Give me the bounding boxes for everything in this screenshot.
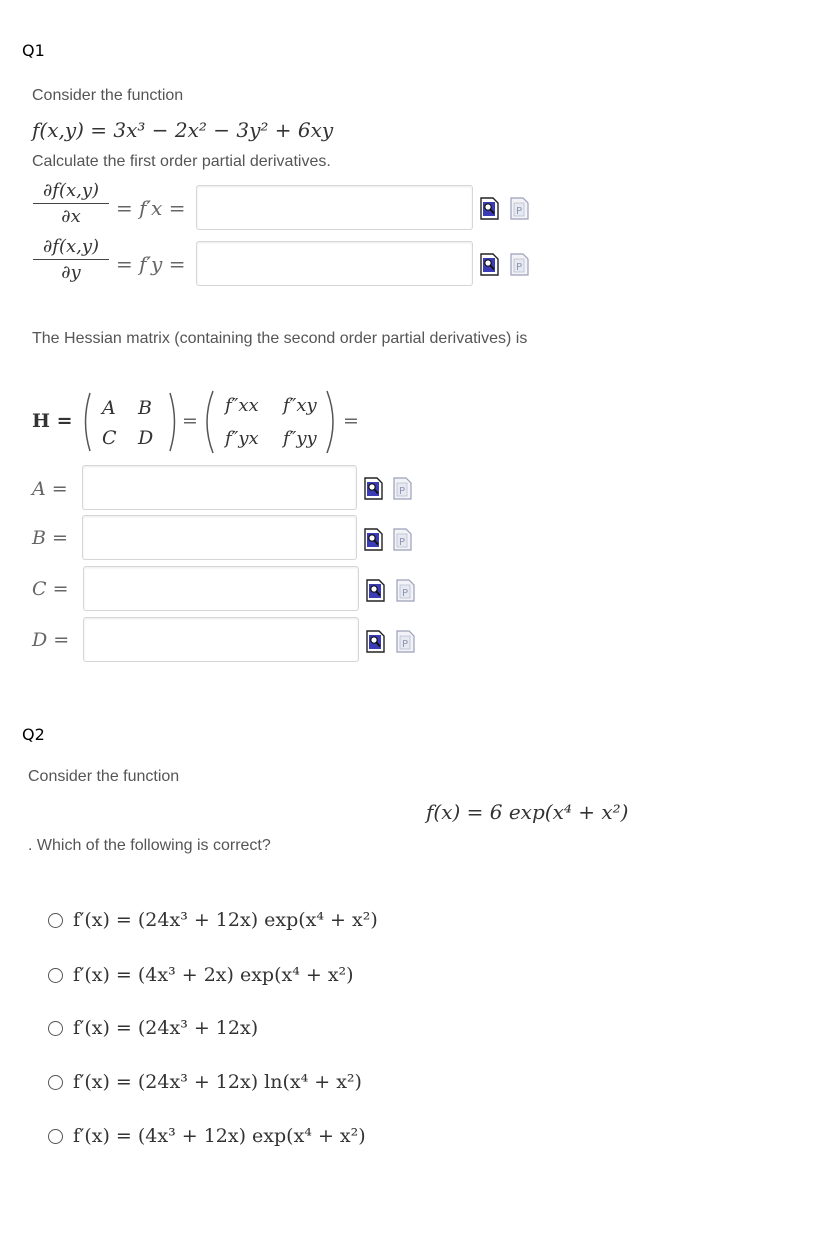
option-4[interactable] [48,1068,362,1096]
paste-icon[interactable] [396,579,415,602]
preview-icon[interactable] [480,197,499,220]
paste-icon[interactable] [396,630,415,653]
radio-option-4[interactable] [48,1075,63,1090]
dfdy-rhs: = f′y = [116,252,186,276]
hessian-text: The Hessian matrix (containing the second order partial derivatives) is [32,330,528,347]
radio-option-1[interactable] [48,913,63,928]
radio-option-3[interactable] [48,1021,63,1036]
c-input[interactable] [83,566,359,611]
matrix-d: D [138,427,154,449]
option-5-text: f′(x) = (4x³ + 12x) exp(x⁴ + x²) [73,1125,366,1147]
q1-label: Q1 [22,41,45,60]
option-1-text: f′(x) = (24x³ + 12x) exp(x⁴ + x²) [73,909,378,931]
q2-question: . Which of the following is correct? [28,837,271,854]
a-input[interactable] [82,465,357,510]
dfdx-numerator: ∂f(x,y) [42,180,100,201]
matrix-b: B [138,397,152,419]
entry-b-label: B = [32,527,68,549]
paste-icon[interactable] [393,477,412,500]
preview-icon[interactable] [480,253,499,276]
matrix-tail-equals: = [343,410,359,432]
fx-input[interactable] [196,185,473,230]
q1-intro: Consider the function [32,87,184,104]
hessian-symbol: H = [32,410,73,432]
option-4-text: f′(x) = (24x³ + 12x) ln(x⁴ + x²) [73,1071,362,1093]
paste-icon[interactable] [510,253,529,276]
preview-icon[interactable] [366,630,385,653]
d-input[interactable] [83,617,359,662]
abcd-matrix [80,389,180,455]
matrix-fxy: f″xy [283,395,317,416]
dfdy-fraction [33,236,109,283]
q2-label: Q2 [22,725,45,744]
matrix-fyy: f″yy [283,428,317,449]
matrix-c: C [102,427,117,449]
paste-icon[interactable] [510,197,529,220]
dfdx-rhs: = f′x = [116,196,186,220]
radio-option-2[interactable] [48,968,63,983]
option-5[interactable] [48,1122,366,1150]
matrix-equals: = [182,410,198,432]
option-3-text: f′(x) = (24x³ + 12x) [73,1017,259,1039]
option-2[interactable] [48,961,354,989]
preview-icon[interactable] [364,528,383,551]
q1-instruction: Calculate the first order partial derivatives. [32,153,331,170]
preview-icon[interactable] [366,579,385,602]
dfdy-numerator: ∂f(x,y) [42,236,100,257]
q1-function: f(x,y) = 3x³ − 2x² − 3y² + 6xy [32,118,334,142]
matrix-fxx: f″xx [225,395,259,416]
dfdy-denominator: ∂y [61,262,81,283]
dfdx-fraction [33,180,109,227]
radio-option-5[interactable] [48,1129,63,1144]
dfdx-denominator: ∂x [61,206,81,227]
b-input[interactable] [82,515,357,560]
matrix-a: A [102,397,116,419]
entry-c-label: C = [32,578,69,600]
matrix-fyx: f″yx [225,428,259,449]
option-2-text: f′(x) = (4x³ + 2x) exp(x⁴ + x²) [73,964,354,986]
preview-icon[interactable] [364,477,383,500]
q2-intro: Consider the function [28,768,180,785]
q2-function: f(x) = 6 exp(x⁴ + x²) [426,800,629,824]
fy-input[interactable] [196,241,473,286]
option-1[interactable] [48,906,378,934]
paste-icon[interactable] [393,528,412,551]
entry-a-label: A = [32,478,68,500]
second-derivative-matrix [200,387,340,457]
entry-d-label: D = [32,629,70,651]
option-3[interactable] [48,1014,258,1042]
